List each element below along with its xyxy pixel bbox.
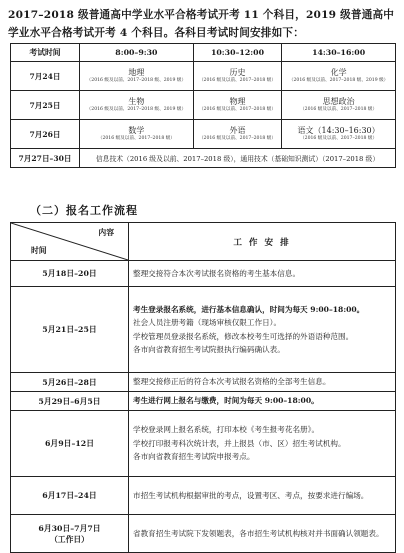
section-title: （二）报名工作流程 — [30, 204, 138, 217]
intro-paragraph: 2017–2018 级普通高中学业水平合格考试开考 11 个科目，2019 级普通高中学业水平合格考试开考 4 个科目。各科目考试时间安排如下： — [8, 9, 395, 39]
subject: 化学 — [330, 68, 347, 77]
subject: 思想政治 — [322, 97, 355, 106]
grade-note: （2016 级及以前、2017–2018 级、2019 级） — [86, 107, 187, 112]
process-row — [11, 287, 396, 373]
process-content — [129, 515, 396, 553]
subject: 外语 — [229, 126, 246, 135]
schedule-cell — [282, 91, 396, 120]
process-line: 考生进行网上报名与缴费，时间为每天 9:00–18:00。 — [133, 396, 319, 406]
schedule-cell — [193, 91, 281, 120]
process-date-note: （工作日） — [50, 534, 89, 544]
process-line: 学校管理员登录报名系统，修改本校考生可选择的外语语种范围。 — [133, 331, 354, 341]
header-slot-3: 14:30–16:00 — [282, 44, 396, 62]
grade-note: （2016 级及以前、2017–2018 级、2019 级） — [288, 78, 389, 83]
process-date: 5月26日–28日 — [11, 373, 129, 392]
process-row — [11, 515, 396, 553]
schedule-cell — [193, 120, 281, 149]
subject: 语文（14:30–16:30） — [297, 126, 380, 135]
process-row — [11, 373, 396, 392]
schedule-cell — [80, 120, 194, 149]
process-row — [11, 411, 396, 477]
header-slot-2: 10:30–12:00 — [193, 44, 281, 62]
subject: 物理 — [229, 97, 246, 106]
process-row — [11, 392, 396, 411]
schedule-date: 7月25日 — [11, 91, 80, 120]
process-line: 各市向省教育招生考试院报执行编码确认表。 — [133, 345, 285, 354]
schedule-row — [11, 149, 396, 168]
schedule-row — [11, 62, 396, 91]
process-line: 考生登录报名系统，进行基本信息确认，时间为每天 9:00–18:00。 — [133, 304, 365, 314]
process-date: 5月18日–20日 — [11, 261, 129, 287]
process-row — [11, 261, 396, 287]
process-line: 各市向省教育招生考试院申报考点。 — [133, 452, 255, 462]
process-content — [129, 411, 396, 477]
process-line: 整理交接符合本次考试报名资格的考生基本信息。 — [133, 268, 301, 278]
subject: 数学 — [128, 126, 145, 135]
process-line: 市招生考试机构根据审批的考点，设置考区、考点，按要求进行编场。 — [133, 490, 369, 500]
grade-note: （2016 级及以前、2017–2018 级） — [97, 136, 175, 141]
subject: 历史 — [229, 68, 246, 77]
schedule-row — [11, 120, 396, 149]
subject: 地理 — [128, 68, 145, 77]
process-row — [11, 477, 396, 515]
header-slot-1: 8:00–9:30 — [80, 44, 194, 62]
process-content — [129, 477, 396, 515]
diag-label-content: 内容 — [98, 228, 114, 237]
schedule-header-row — [11, 44, 396, 62]
process-line: 学校打印报考科次统计表，并上报县（市、区）招生考试机构。 — [133, 438, 346, 448]
grade-note: （2016 级及以前、2017–2018 级） — [198, 107, 276, 112]
process-content — [129, 287, 396, 373]
diagonal-header — [11, 223, 129, 261]
process-date: 6月17日–24日 — [11, 477, 129, 515]
schedule-row — [11, 91, 396, 120]
process-date: 5月29日–6月5日 — [11, 392, 129, 411]
process-content — [129, 392, 396, 411]
registration-process-table — [10, 222, 396, 553]
grade-note: （2016 级及以前、2017–2018 级） — [300, 107, 378, 112]
schedule-cell — [282, 120, 396, 149]
process-date: 5月21日–25日 — [11, 287, 129, 373]
process-header-row — [11, 223, 396, 261]
schedule-cell — [282, 62, 396, 91]
schedule-date: 7月27日–30日 — [11, 149, 80, 168]
schedule-cell — [80, 62, 194, 91]
grade-note: （2016 级及以前、2017–2018 级） — [198, 136, 276, 141]
schedule-cell — [193, 62, 281, 91]
schedule-span-cell: 信息技术（2016 级及以前、2017–2018 级），通用技术（基础知识测试）（2017–2018 级） — [80, 149, 396, 168]
process-date: 6月9日–12日 — [11, 411, 129, 477]
process-content — [129, 373, 396, 392]
header-exam-time: 考试时间 — [11, 44, 80, 62]
process-line: 学校登录网上报名系统，打印本校《考生报考花名册》。 — [133, 425, 320, 435]
header-work-arrangement: 工 作 安 排 — [129, 223, 396, 261]
process-date-line: 6月30日–7月7日 — [38, 523, 101, 533]
grade-note: （2016 级及以前、2017–2018 级、2019 级） — [86, 78, 187, 83]
schedule-date: 7月26日 — [11, 120, 80, 149]
grade-note: （2016 级及以前、2017–2018 级） — [198, 78, 276, 83]
process-line: 省教育招生考试院下发领题表，各市招生考试机构核对并书面确认领题表。 — [133, 528, 384, 538]
subject: 生物 — [128, 97, 145, 106]
process-line: 社会人员注册考籍（现场审核仅限工作日）。 — [133, 318, 282, 327]
process-date — [11, 515, 129, 553]
schedule-cell — [80, 91, 194, 120]
schedule-date: 7月24日 — [11, 62, 80, 91]
diag-label-time: 时间 — [31, 246, 47, 255]
process-line: 整理交接修正后的符合本次考试报名资格的全部考生信息。 — [133, 377, 331, 387]
process-content — [129, 261, 396, 287]
exam-schedule-table — [10, 43, 396, 168]
grade-note: （2016 级及以前、2017–2018 级） — [300, 136, 378, 141]
